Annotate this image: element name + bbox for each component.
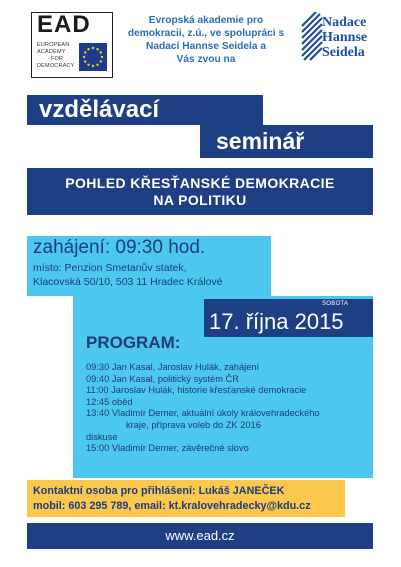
program-item: 12:45 oběd [86, 396, 133, 407]
venue-line: Klacovská 50/10, 503 11 Hradec Králové [33, 275, 223, 288]
title-band-1 [27, 95, 263, 125]
title-line-1: vzdělávací [39, 96, 160, 123]
program-item: 15:00 Vladimír Derner, závěrečné slovo [86, 443, 249, 454]
hss-name-line: Hannse [322, 30, 368, 45]
event-date: 17. října 2015 [209, 309, 344, 334]
hss-stripes-icon [300, 12, 324, 62]
program-list [86, 362, 371, 455]
program-title: PROGRAM: [86, 333, 181, 352]
eu-flag-icon [79, 43, 107, 71]
start-time: zahájení: 09:30 hod. [33, 237, 206, 258]
hss-name-line: Seidela [322, 45, 365, 60]
hss-logo [300, 12, 394, 66]
program-item: 09:30 Jan Kasal, Jaroslav Hulák, zahájení [86, 362, 260, 372]
contact-details[interactable]: mobil: 603 295 789, email: kt.kralovehradecky@kdu.cz [33, 500, 311, 512]
ead-logo-letters: EAD [37, 11, 91, 38]
contact-person: Kontaktní osoba pro přihlášení: Lukáš JANEČEK [33, 485, 285, 497]
header-line: Vás zvou na [176, 54, 236, 65]
venue [33, 262, 223, 289]
website-link[interactable]: www.ead.cz [165, 528, 235, 543]
program-item: 13:40 Vladimír Derner, aktuální úkoly královehradeckého [86, 408, 320, 419]
program-item: kraje, příprava voleb do ZK 2016 [126, 419, 261, 430]
topic-line-2: NA POLITIKU [153, 192, 247, 208]
topic-line-1: POHLED KŘESŤANSKÉ DEMOKRACIE [65, 175, 335, 191]
footer-band [27, 523, 373, 549]
program-item: diskuse [86, 431, 118, 442]
weekday: SOBOTA [322, 301, 349, 307]
hss-name-line: Nadace [322, 15, 367, 30]
venue-line: místo: Penzion Smetanův statek, [33, 262, 187, 274]
ead-subtitle-line: EUROPEAN [37, 42, 70, 48]
header-line: Evropská akademie pro [148, 15, 264, 26]
program-item: 11:00 Jaroslav Hulák, historie křesťanské demokracie [86, 385, 307, 396]
ead-subtitle-line: FOR [51, 56, 64, 62]
ead-logo [31, 12, 113, 78]
ead-subtitle-line: DEMOCRACY [37, 63, 75, 69]
header-line: demokracii, z.ú., ve spolupráci s [127, 28, 285, 39]
ead-logo-subtitle [37, 42, 75, 70]
title-line-2: seminář [216, 128, 305, 154]
ead-subtitle-line: ACADEMY [37, 49, 66, 55]
hss-logo-name [322, 15, 367, 60]
contact-info [33, 484, 311, 514]
topic-band [27, 168, 373, 215]
title-band-2 [200, 125, 373, 158]
program-item: 09:40 Jan Kasal, politický systém ČR [86, 373, 239, 384]
invitation-header [116, 14, 296, 66]
header-line: Nadací Hannse Seidela a [145, 41, 267, 52]
